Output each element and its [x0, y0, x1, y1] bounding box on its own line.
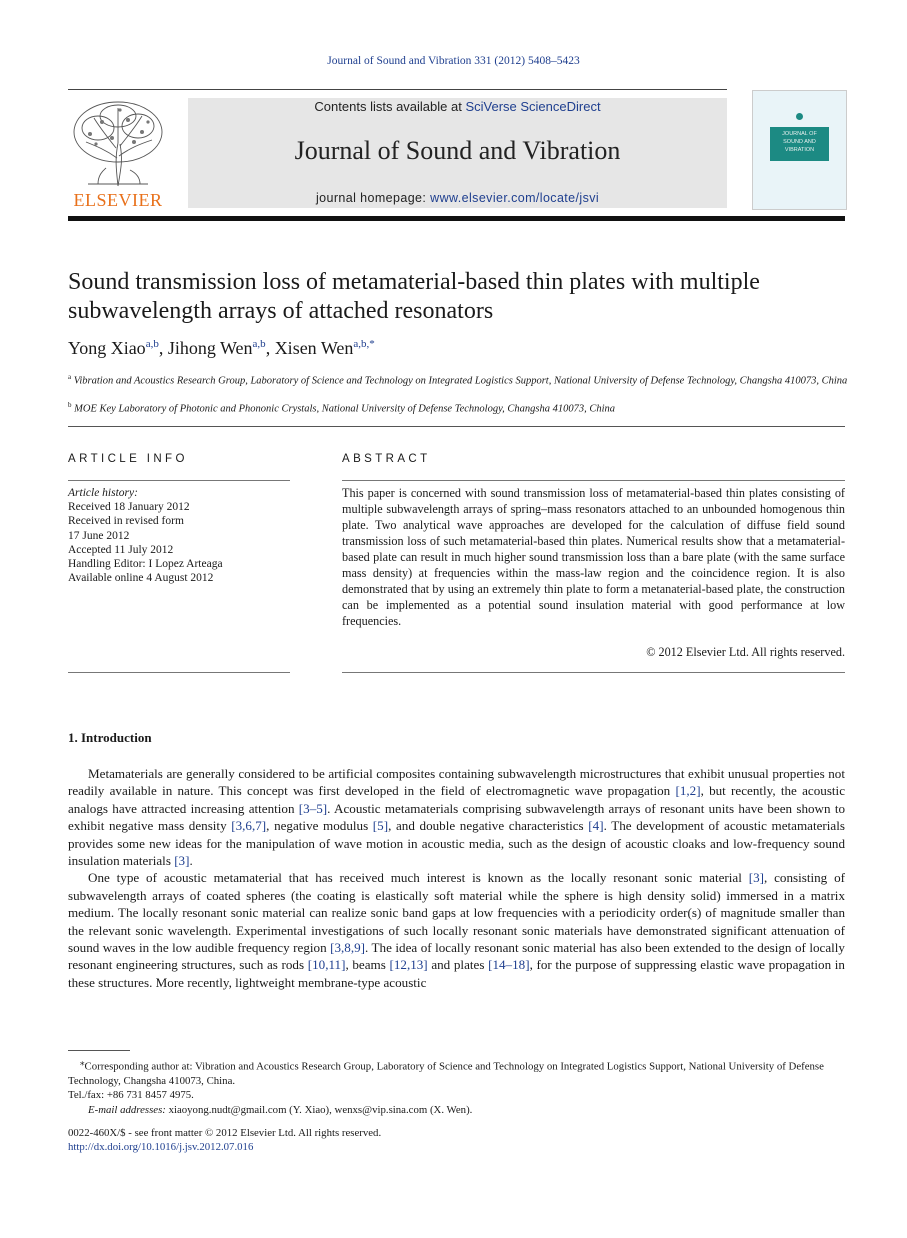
masthead-rule	[68, 216, 845, 221]
paragraph-text: .	[189, 853, 193, 869]
paragraph-text: , negative modulus	[266, 818, 373, 834]
affiliation-text: Vibration and Acoustics Research Group, Laboratory of Science and Technology on Integrated Logistics Support, National University of Defense Technology, Changsha 410073, China	[73, 375, 848, 387]
paragraph-text: , beams	[345, 957, 390, 973]
citation-ref-link[interactable]: [3]	[748, 870, 764, 886]
history-line: Received 18 January 2012	[68, 501, 190, 514]
abstract-copyright: © 2012 Elsevier Ltd. All rights reserved.	[646, 645, 845, 659]
paragraph-text: One type of acoustic metamaterial that has received much interest is known as the locally resonant sonic material	[88, 870, 749, 886]
email-note	[68, 1103, 845, 1117]
footnote-rule	[68, 1050, 130, 1051]
history-label: Article history:	[68, 487, 138, 499]
citation-ref-link[interactable]: [12,13]	[389, 957, 428, 973]
journal-cover-image	[752, 90, 847, 210]
article-info-heading: ARTICLE INFO	[68, 453, 188, 465]
email-text: xiaoyong.nudt@gmail.com (Y. Xiao), wenxs@vip.sina.com (X. Wen).	[165, 1103, 473, 1116]
corresponding-text: Corresponding author at: Vibration and Acoustics Research Group, Laboratory of Science and Technology on Integrated Logistics Support, National University of Defense Technology, Changsha 410073, China.	[68, 1060, 824, 1087]
footnotes	[68, 1055, 845, 1117]
cover-emblem-icon	[796, 113, 803, 120]
citation-ref-link[interactable]: [3–5]	[298, 800, 328, 816]
history-line: Received in revised form	[68, 515, 184, 528]
paragraph-text: . The idea of locally resonant sonic material has also been extended to the design of locally resonant engineering structures, such as rods	[68, 940, 845, 973]
paragraph-text: , for the purpose of suppressing elastic wave propagation in these structures. More recently, lightweight membrane-type acoustic	[68, 957, 845, 990]
paragraph-text: Metamaterials are generally considered to be artificial composites containing subwavelength microstructures that exhibit unusual properties not readily available in nature. This concept was first developed in the field of electromagnetic wave propagation	[68, 766, 845, 799]
abstract-heading: ABSTRACT	[342, 453, 431, 465]
paragraph-text: and plates	[427, 957, 489, 973]
telfax-note: Tel./fax: +86 731 8457 4975.	[68, 1089, 194, 1102]
elsevier-wordmark: ELSEVIER	[73, 190, 163, 210]
author-name: Jihong Wen	[167, 338, 253, 358]
paragraph-text: , consisting of subwavelength arrays of coated spheres (the coating is elastically soft material while the sphere is high density solid) immersed in a matrix medium. The locally resonant sonic material can realize sonic band gaps at low frequencies with a periodicity order(s) of magnitude smaller than the relevant sonic wavelength. Experimental investigations of such locally resonant sonic materials have demonstrated significant attenuation of sound waves in the low audible frequency region	[68, 870, 845, 956]
corresponding-author-note	[68, 1055, 845, 1088]
author-name: Xisen Wen	[274, 338, 354, 358]
article-info-bottom-rule	[68, 672, 290, 673]
author-affiliation-mark[interactable]: a,b,*	[353, 338, 375, 350]
homepage-prefix: journal homepage:	[315, 191, 431, 205]
section-rule	[68, 426, 845, 427]
history-line: Accepted 11 July 2012	[68, 543, 174, 556]
contents-prefix: Contents lists available at	[314, 99, 466, 114]
citation-ref-link[interactable]: [10,11]	[307, 957, 346, 973]
citation-ref-link[interactable]: [3,8,9]	[330, 940, 366, 956]
issn-line: 0022-460X/$ - see front matter © 2012 Elsevier Ltd. All rights reserved.	[68, 1127, 382, 1139]
section-heading-introduction: 1. Introduction	[68, 730, 152, 745]
article-history	[68, 486, 290, 585]
citation-ref-link[interactable]: [1,2]	[675, 783, 701, 799]
sciencedirect-link[interactable]: SciVerse ScienceDirect	[465, 99, 601, 114]
affiliation-mark: a	[68, 373, 72, 381]
paragraph-text: . The development of acoustic metamaterials provides some new ideas for the manipulation of wave motion in acoustic media, such as the design of acoustic cloaks and low-frequency sound insulation materials	[68, 818, 845, 869]
affiliation-a	[68, 370, 848, 389]
introduction-body	[68, 765, 845, 991]
paragraph-text: , and double negative characteristics	[388, 818, 589, 834]
email-label: E-mail addresses:	[88, 1103, 166, 1116]
citation-ref-link[interactable]: [3,6,7]	[231, 818, 267, 834]
journal-citation[interactable]: Journal of Sound and Vibration 331 (2012) 5408–5423	[327, 55, 580, 67]
article-title: Sound transmission loss of metamaterial-based thin plates with multiple subwavelength arrays of attached resonators	[68, 269, 760, 324]
history-line: 17 June 2012	[68, 529, 130, 542]
intro-paragraph-1	[68, 765, 845, 869]
citation-ref-link[interactable]: [3]	[174, 853, 190, 869]
journal-title: Journal of Sound and Vibration	[294, 136, 621, 165]
abstract-top-rule	[342, 480, 845, 481]
citation-ref-link[interactable]: [4]	[588, 818, 604, 834]
history-line: Handling Editor: I Lopez Arteaga	[68, 558, 223, 571]
cover-title-box	[770, 127, 829, 161]
article-info-top-rule	[68, 480, 290, 481]
intro-paragraph-2	[68, 869, 845, 991]
affiliation-text: MOE Key Laboratory of Photonic and Phononic Crystals, National University of Defense Technology, Changsha 410073, China	[74, 403, 616, 415]
author-list: Yong Xiao$^{a,b}$, Jihong Wen$^{a,b}$, Xisen Wen$^{a,b,*}$	[68, 338, 375, 358]
citation-ref-link[interactable]: [14–18]	[488, 957, 530, 973]
paragraph-text: , but recently, the acoustic analogs have attracted increasing attention	[68, 783, 846, 816]
homepage-link[interactable]: www.elsevier.com/locate/jsvi	[430, 191, 600, 205]
affiliation-b	[68, 398, 848, 417]
front-matter	[68, 1126, 568, 1155]
history-line: Available online 4 August 2012	[68, 572, 214, 585]
affiliation-mark: b	[68, 401, 72, 409]
abstract-bottom-rule	[342, 672, 845, 673]
contents-line	[188, 99, 727, 114]
masthead-top-rule	[68, 89, 727, 90]
doi-link[interactable]: http://dx.doi.org/10.1016/j.jsv.2012.07.016	[68, 1141, 254, 1154]
abstract-text: This paper is concerned with sound transmission loss of metamaterial-based thin plates consisting of multiple subwavelength arrays of spring–mass resonators attached to an unbounded homogenous thin plate. Two analytical wave approaches are developed for the calculation of diffuse field sound transmission loss of such metamaterial-based thin plates. Numerical results show that a metamaterial-based plate can result in much higher sound transmission loss than a bare plate (with the same surface mass density) at frequencies within the mass-law region and the coincidence region. It is also demonstrated that by using an extremely thin plate to form a metanaterial-based plate, the construction can be implemented as a potential sound insulation material with good performance at low frequencies.	[342, 486, 845, 628]
author-affiliation-mark[interactable]: a,b	[145, 338, 159, 350]
paragraph-text: . Acoustic metamaterials comprising subwavelength arrays of resonant units have been shown to exhibit negative mass density	[68, 800, 846, 834]
author-name: Yong Xiao	[68, 338, 146, 358]
citation-ref-link[interactable]: [5]	[372, 818, 389, 834]
author-affiliation-mark[interactable]: a,b	[252, 338, 266, 350]
homepage-line	[188, 191, 727, 205]
cover-title-text: JOURNAL OF SOUND AND VIBRATION	[782, 131, 817, 153]
corresponding-star: ⁎	[80, 1057, 85, 1067]
